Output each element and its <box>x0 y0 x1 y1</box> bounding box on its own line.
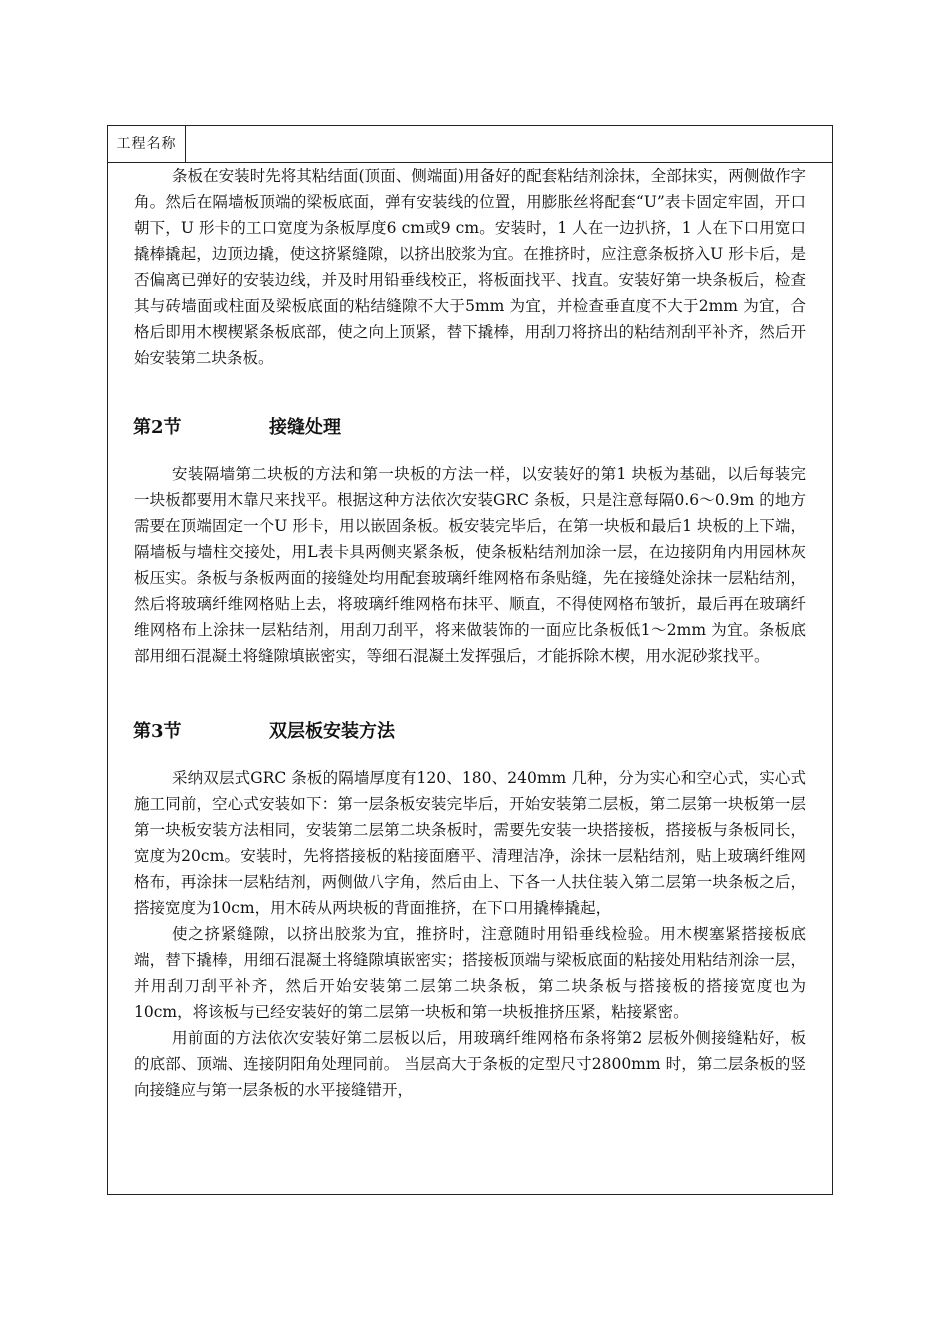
intro-paragraph: 条板在安装时先将其粘结面(顶面、侧端面)用备好的配套粘结剂涂抹，全部抹实，两侧做作字角。然后在隔墙板顶端的梁板底面，弹有安装线的位置，用膨胀丝将配套“U”表卡固定牢固，开口朝下，U 形卡的工口宽度为条板厚度6 cm或9 cm。安装时，1 人在一边扒挤，1 人在下口用宽口撬棒撬起，边顶边撬，使这挤紧缝隙，以挤出胶浆为宜。在推挤时，应注意条板挤入U 形卡后，是否偏离已弹好的安装边线，并及时用铅垂线校正，将板面找平、找直。安装好第一块条板后，检查其与砖墙面或柱面及梁板底面的粘结缝隙不大于5mm 为宜，并检查垂直度不大于2mm 为宜，合格后即用木楔楔紧条板底部，使之向上顶紧，替下撬棒，用刮刀将挤出的粘结剂刮平补齐，然后开始安装第二块条板。 <box>134 167 806 367</box>
section2-title: 接缝处理 <box>269 417 341 438</box>
document-body <box>134 163 806 1103</box>
project-name-label: 工程名称 <box>108 126 186 162</box>
section2-paragraph: 安装隔墙第二块板的方法和第一块板的方法一样，以安装好的第1 块板为基础，以后每装完一块板都要用木靠尺来找平。根据这种方法依次安装GRC 条板，只是注意每隔0.6～0.9m 的地方需要在顶端固定一个U 形卡，用以嵌固条板。板安装完毕后，在第一块板和最后1 块板的上下端，隔墙板与墙柱交接处，用L表卡具两侧夹紧条板，使条板粘结剂加涂一层，在边接阴角内用园林灰板压实。条板与条板两面的接缝处均用配套玻璃纤维网格布条贴缝，先在接缝处涂抹一层粘结剂，然后将玻璃纤维网格贴上去，将玻璃纤维网格布抹平、顺直，不得使网格布皱折，最后再在玻璃纤维网格布上涂抹一层粘结剂，用刮刀刮平，将来做装饰的一面应比条板低1～2mm 为宜。条板底部用细石混凝土将缝隙填嵌密实，等细石混凝土发挥强后，才能拆除木楔，用水泥砂浆找平。 <box>134 465 806 665</box>
section3-title: 双层板安装方法 <box>269 721 395 742</box>
section3-number: 第3节 <box>133 721 182 742</box>
section3-heading <box>134 719 806 745</box>
section2-number: 第2节 <box>133 417 182 438</box>
section2-heading <box>134 415 806 441</box>
document-frame <box>107 125 833 1195</box>
header-row <box>108 126 832 163</box>
section3-paragraph-3: 用前面的方法依次安装好第二层板以后，用玻璃纤维网格布条将第2 层板外侧接缝粘好，板的底部、顶端、连接阴阳角处理同前。 当层高大于条板的定型尺寸2800mm 时，第二层条板的竖向接缝应与第一层条板的水平接缝错开， <box>134 1029 806 1099</box>
section3-paragraph-1: 采纳双层式GRC 条板的隔墙厚度有120、180、240mm 几种，分为实心和空心式，实心式施工同前，空心式安装如下：第一层条板安装完毕后，开始安装第二层板，第二层第一块板第一层第一块板安装方法相同，安装第二层第二块条板时，需要先安装一块搭接板，搭接板与条板同长，宽度为20cm。安装时，先将搭接板的粘接面磨平、清理洁净，涂抹一层粘结剂，贴上玻璃纤维网格布，再涂抹一层粘结剂，两侧做八字角，然后由上、下各一人扶住装入第二层第一块条板之后，搭接宽度为10cm，用木砖从两块板的背面推挤，在下口用撬棒撬起， <box>134 769 806 917</box>
project-name-value <box>186 126 832 162</box>
section3-paragraph-2: 使之挤紧缝隙，以挤出胶浆为宜，推挤时，注意随时用铅垂线检验。用木楔塞紧搭接板底端，替下撬棒，用细石混凝土将缝隙填嵌密实；搭接板顶端与梁板底面的粘接处用粘结剂涂一层，并用刮刀刮平补齐，然后开始安装第二层第二块条板，第二块条板与搭接板的搭接宽度也为10cm，将该板与已经安装好的第二层第一块板和第一块板推挤压紧，粘接紧密。 <box>134 925 806 1021</box>
